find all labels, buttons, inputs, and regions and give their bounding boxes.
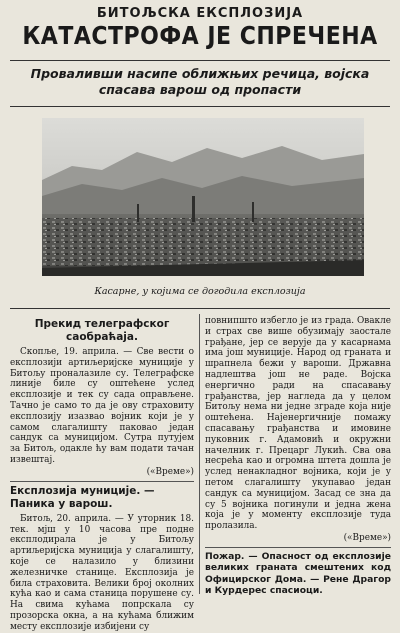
section2-title: Експлозија муниције. — Паника у варош. xyxy=(10,484,155,510)
deck-rule xyxy=(10,106,390,107)
left-column xyxy=(10,318,194,633)
caption-rule xyxy=(10,308,390,309)
city-photo-illustration xyxy=(42,118,364,276)
deck-line-1: Проваливши насипе оближњих речица, војска xyxy=(30,66,370,81)
right-column-signature: («Време») xyxy=(343,532,391,543)
box-separator xyxy=(205,547,391,548)
headline: КАТАСТРОФА ЈЕ СПРЕЧЕНА xyxy=(22,22,378,51)
city-photo xyxy=(42,118,364,276)
right-column xyxy=(205,316,391,597)
right-column-text: повнипшто избегло је из града. Оваклe и страх све више обузимају заосталe грађане, јер се верује да у касарнама има још муниције. Народ од граната и шрапнела бежи у вароши. Државна надлештва још не раде. Војска енергично ради на спасавању грађанства, јер нагледа да у целом Битољу нема ни једне зграде која није оштећена. Најенергичније помажу спасавању грађанства и имовине пуковник г. Адамовић и окружни начелник г. Прецарг Лукић. Сва ова несрећа као и огромна штета дошла је услед ненаклaдног војника, који је у петом слагалишту укупавао један сандук са муницијом. Засад се зна да су 5 војника погинули и једна жена која је у моменту експлозије туда пролазила. xyxy=(205,316,391,532)
section2-text: Битољ, 20. априла. — У уторник 18. тек. мјш у 10 часова пре подне експлодирала је у Битољу артиљеријска муниција у слагалишту, које се налазило у близини железничке станице. Експлозија је била страховита. Велики број околних кућа као и сама станица порушене су. На свима кућама попрскала су прозорска окна, а на кућама ближим месту експлозије избијени су xyxy=(10,513,194,632)
kicker: БИТОЉСКА ЕКСПЛОЗИЈА xyxy=(96,6,304,21)
section1-text: Скопље, 19. априла. — Све вести о експлозији артиљеријске муниције у Битољу проналазиле су. Телеграфске линије биле су оштећене услед експлозије и тек су сада оправљене. Тачно је само то да је ову страховиту експлозију изазвао војник који је у самом слагалишту паковао један сандук са муницијом. Сутра путујем за Битољ, одакле ћу вам подати тачан извештај. xyxy=(10,347,194,465)
fire-article-heading: Пожар. — Опасност од експлозије великих граната смештених код Официрског Дома. — Рене Драгор и Курдерес спасиоци. xyxy=(205,550,391,597)
headline-rule xyxy=(10,60,390,61)
deck xyxy=(0,66,400,98)
section1-title: Прекид телеграфског саобраћаја. xyxy=(34,318,170,343)
column-divider xyxy=(199,314,200,594)
section-separator xyxy=(10,481,194,482)
photo-caption: Касарне, у којима се догодила експлозија xyxy=(94,286,306,297)
deck-line-2: спасава варош од пропасти xyxy=(98,82,302,97)
section1-signature: («Време») xyxy=(146,466,194,477)
